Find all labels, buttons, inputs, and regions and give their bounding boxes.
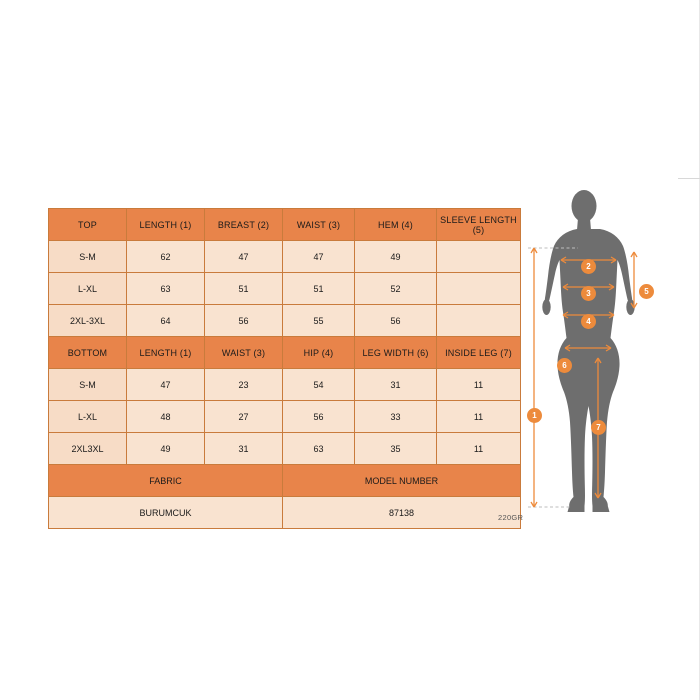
header-top: TOP	[49, 209, 127, 241]
bottom-lxl-leg-width: 33	[355, 401, 437, 433]
header-bottom-waist: WAIST (3)	[205, 337, 283, 369]
top-2xl3xl-length: 64	[127, 305, 205, 337]
table-row-bottom-header	[49, 337, 521, 369]
bottom-2xl3xl-leg-width: 35	[355, 433, 437, 465]
header-bottom-inside-leg: INSIDE LEG (7)	[437, 337, 521, 369]
top-lxl-waist: 51	[283, 273, 355, 305]
header-bottom-hip: HIP (4)	[283, 337, 355, 369]
header-model-number: MODEL NUMBER	[283, 465, 521, 497]
badge-1: 1	[527, 408, 542, 423]
value-fabric: BURUMCUK	[49, 497, 283, 529]
top-2xl3xl-breast: 56	[205, 305, 283, 337]
top-lxl-breast: 51	[205, 273, 283, 305]
header-top-waist: WAIST (3)	[283, 209, 355, 241]
top-lxl-length: 63	[127, 273, 205, 305]
top-sm-hem: 49	[355, 241, 437, 273]
bottom-sm-length: 47	[127, 369, 205, 401]
bottom-2xl3xl-inside-leg: 11	[437, 433, 521, 465]
table-row	[49, 401, 521, 433]
table-row	[49, 241, 521, 273]
bottom-lxl-inside-leg: 11	[437, 401, 521, 433]
bottom-2xl3xl-hip: 63	[283, 433, 355, 465]
badge-4: 4	[581, 314, 596, 329]
header-top-sleeve-length: SLEEVE LENGTH (5)	[437, 209, 521, 241]
table-row	[49, 433, 521, 465]
top-row-size-sm: S-M	[49, 241, 127, 273]
table-row	[49, 369, 521, 401]
bottom-sm-inside-leg: 11	[437, 369, 521, 401]
value-model-number: 87138	[283, 497, 521, 529]
table-row-footer-value	[49, 497, 521, 529]
top-row-size-lxl: L-XL	[49, 273, 127, 305]
top-sm-waist: 47	[283, 241, 355, 273]
bottom-row-size-lxl: L-XL	[49, 401, 127, 433]
header-top-hem: HEM (4)	[355, 209, 437, 241]
top-2xl3xl-waist: 55	[283, 305, 355, 337]
top-sm-sleeve	[437, 241, 521, 273]
top-sm-breast: 47	[205, 241, 283, 273]
table-row	[49, 305, 521, 337]
top-lxl-sleeve	[437, 273, 521, 305]
header-top-breast: BREAST (2)	[205, 209, 283, 241]
top-2xl3xl-sleeve	[437, 305, 521, 337]
top-lxl-hem: 52	[355, 273, 437, 305]
top-2xl3xl-hem: 56	[355, 305, 437, 337]
bottom-sm-leg-width: 31	[355, 369, 437, 401]
badge-6: 6	[557, 358, 572, 373]
table-row	[49, 273, 521, 305]
female-silhouette-icon	[520, 180, 690, 540]
bottom-row-size-sm: S-M	[49, 369, 127, 401]
bottom-sm-waist: 23	[205, 369, 283, 401]
bottom-lxl-length: 48	[127, 401, 205, 433]
header-bottom-leg-width: LEG WIDTH (6)	[355, 337, 437, 369]
bottom-lxl-waist: 27	[205, 401, 283, 433]
measurement-figure	[520, 180, 690, 540]
header-bottom-length: LENGTH (1)	[127, 337, 205, 369]
header-fabric: FABRIC	[49, 465, 283, 497]
size-chart-table	[48, 208, 524, 529]
bottom-row-size-2xl3xl: 2XL3XL	[49, 433, 127, 465]
gram-weight-label: 220GR	[498, 513, 524, 522]
bottom-2xl3xl-length: 49	[127, 433, 205, 465]
table-row-top-header	[49, 209, 521, 241]
badge-5: 5	[639, 284, 654, 299]
top-row-size-2xl3xl: 2XL-3XL	[49, 305, 127, 337]
badge-7: 7	[591, 420, 606, 435]
header-bottom: BOTTOM	[49, 337, 127, 369]
badge-3: 3	[581, 286, 596, 301]
bottom-sm-hip: 54	[283, 369, 355, 401]
header-top-length: LENGTH (1)	[127, 209, 205, 241]
page-edge-tick	[678, 178, 700, 179]
table-row-footer-header	[49, 465, 521, 497]
badge-2: 2	[581, 259, 596, 274]
top-sm-length: 62	[127, 241, 205, 273]
bottom-2xl3xl-waist: 31	[205, 433, 283, 465]
bottom-lxl-hip: 56	[283, 401, 355, 433]
